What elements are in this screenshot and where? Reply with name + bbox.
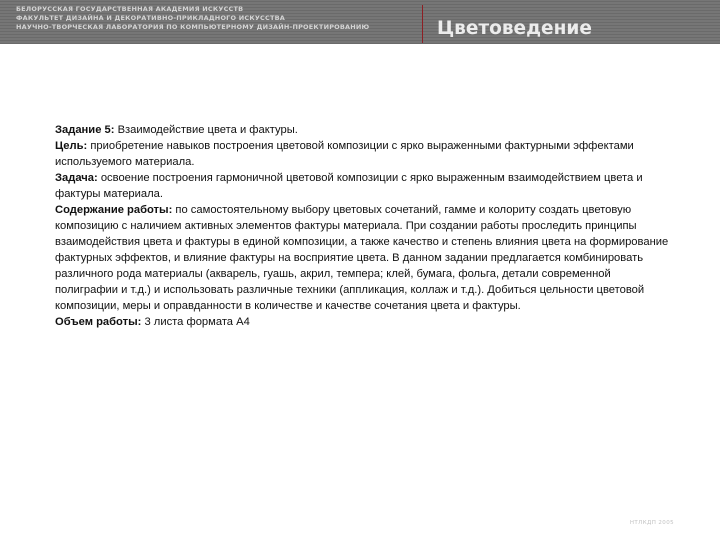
organization-name [16, 5, 416, 32]
volume-paragraph [55, 314, 673, 330]
organization-line: ФАКУЛЬТЕТ ДИЗАЙНА И ДЕКОРАТИВНО-ПРИКЛАДНОГО ИСКУССТВА [16, 14, 285, 22]
goal-text: приобретение навыков построения цветовой композиции с ярко выраженными фактурными эффектами используемого материала. [55, 140, 634, 168]
task-label: Задание 5: [55, 124, 115, 136]
organization-line: БЕЛОРУССКАЯ ГОСУДАРСТВЕННАЯ АКАДЕМИЯ ИСКУССТВ [16, 5, 244, 13]
organization-line: НАУЧНО-ТВОРЧЕСКАЯ ЛАБОРАТОРИЯ ПО КОМПЬЮТЕРНОМУ ДИЗАЙН-ПРОЕКТИРОВАНИЮ [16, 23, 370, 31]
header-banner [0, 0, 720, 44]
task-text: Взаимодействие цвета и фактуры. [114, 124, 298, 136]
volume-text: 3 листа формата А4 [141, 316, 250, 328]
objective-text: освоение построения гармоничной цветовой композиции с ярко выраженным взаимодействием цвета и фактуры материала. [55, 172, 643, 200]
page-title: Цветоведение [437, 18, 592, 39]
objective-paragraph [55, 170, 673, 202]
footer-mark: НТЛКДП 2005 [629, 520, 674, 526]
work-content-label: Содержание работы: [55, 204, 173, 216]
work-content-text: по самостоятельному выбору цветовых сочетаний, гамме и колориту создать цветовую композицию с наличием активных элементов фактуры материала. При создании работы проследить принципы взаимодействия цвета и фактуры в единой композиции, а также качество и степень влияния цвета на формирование фактурных эффектов, и влияние фактуры на восприятие цвета. В данном задании предлагается комбинировать различного рода материалы (акварель, гуашь, акрил, темпера; клей, бумага, фольга, детали современной полиграфии и т.д.) и использовать различные техники (аппликация, коллаж и т.д.). Добиться цельности цветовой композиции, меры и оправданности в количестве и качестве сочетания цвета и фактуры. [55, 204, 669, 312]
work-content-paragraph [55, 202, 673, 314]
goal-label: Цель: [55, 140, 88, 152]
assignment-text [55, 122, 673, 330]
goal-paragraph [55, 138, 673, 170]
objective-label: Задача: [55, 172, 98, 184]
volume-label: Объем работы: [55, 316, 142, 328]
header-divider [422, 5, 423, 43]
task-paragraph [55, 122, 673, 138]
